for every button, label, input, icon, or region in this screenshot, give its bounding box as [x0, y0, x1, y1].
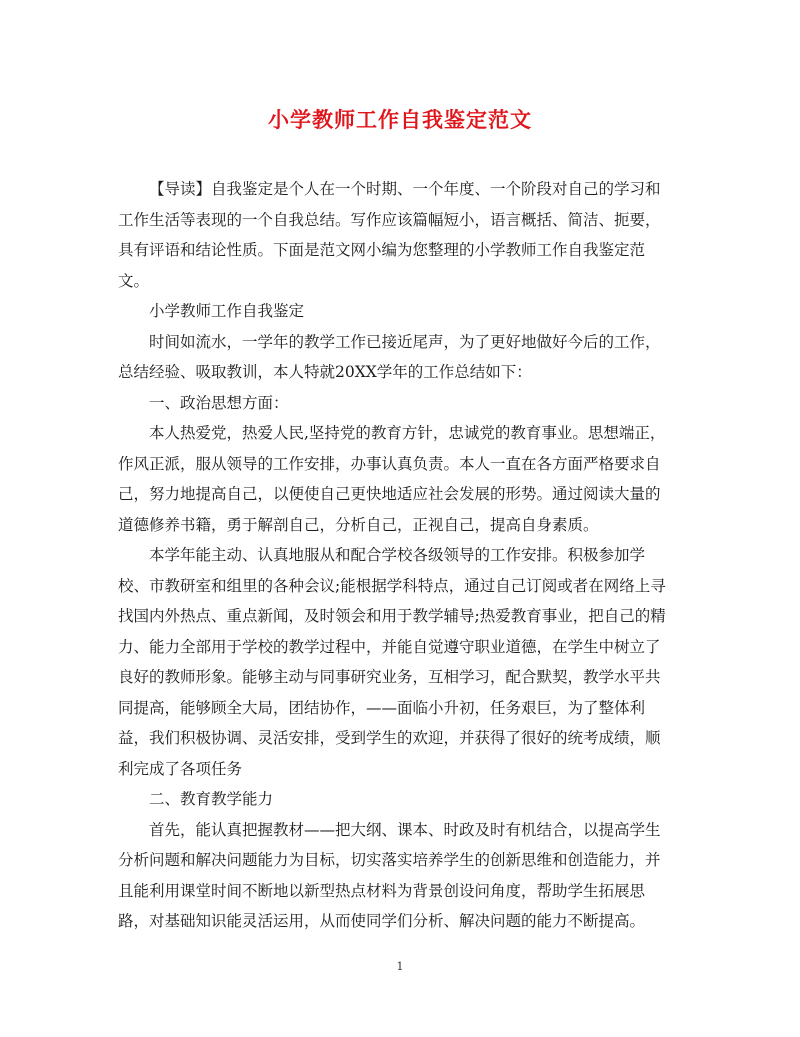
document-body — [118, 174, 666, 937]
section-heading-2: 二、教育教学能力 — [149, 790, 274, 808]
intro-paragraph: 【导读】自我鉴定是个人在一个时期、一个年度、一个阶段对自己的学习和工作生活等表现的一个自我总结。写作应该篇幅短小，语言概括、简洁、扼要，具有评语和结论性质。下面是范文网小编为您整理的小学教师工作自我鉴定范文。 — [118, 180, 661, 290]
section-heading-1: 一、政治思想方面： — [149, 393, 289, 412]
subtitle-paragraph: 小学教师工作自我鉴定 — [149, 302, 305, 320]
paragraph-3: 本学年能主动、认真地服从和配合学校各级领导的工作安排。积极参加学校、市教研室和组里的各种会议;能根据学科特点，通过自己订阅或者在网络上寻找国内外热点、重点新闻，及时领会和用于教学辅导;热爱教育事业，把自己的精力、能力全部用于学校的教学过程中，并能自觉遵守职业道德，在学生中树立了良好的教师形象。能够主动与同事研究业务，互相学习，配合默契，教学水平共同提高，能够顾全大局，团结协作，——面临小升初，任务艰巨，为了整体利益，我们积极协调、灵活安排，受到学生的欢迎，并获得了很好的统考成绩，顺利完成了各项任务 — [118, 546, 666, 778]
page-number: 1 — [396, 960, 404, 973]
paragraph-2: 本人热爱党，热爱人民,坚持党的教育方针，忠诚党的教育事业。思想端正，作风正派，服从领导的工作安排，办事认真负责。本人一直在各方面严格要求自己，努力地提高自己，以便使自己更快地适应社会发展的形势。通过阅读大量的道德修养书籍，勇于解剖自己，分析自己，正视自己，提高自身素质。 — [118, 424, 666, 534]
document-title: 小学教师工作自我鉴定范文 — [268, 107, 532, 132]
paragraph-4: 首先，能认真把握教材——把大纲、课本、时政及时有机结合，以提高学生分析问题和解决问题能力为目标，切实落实培养学生的创新思维和创造能力，并且能利用课堂时间不断地以新型热点材料为背景创设问角度，帮助学生拓展思路，对基础知识能灵活运用，从而使同学们分析、解决问题的能力不断提高。 — [118, 820, 661, 930]
paragraph-1: 时间如流水，一学年的教学工作已接近尾声，为了更好地做好今后的工作，总结经验、吸取教训，本人特就20XX学年的工作总结如下： — [118, 332, 661, 381]
